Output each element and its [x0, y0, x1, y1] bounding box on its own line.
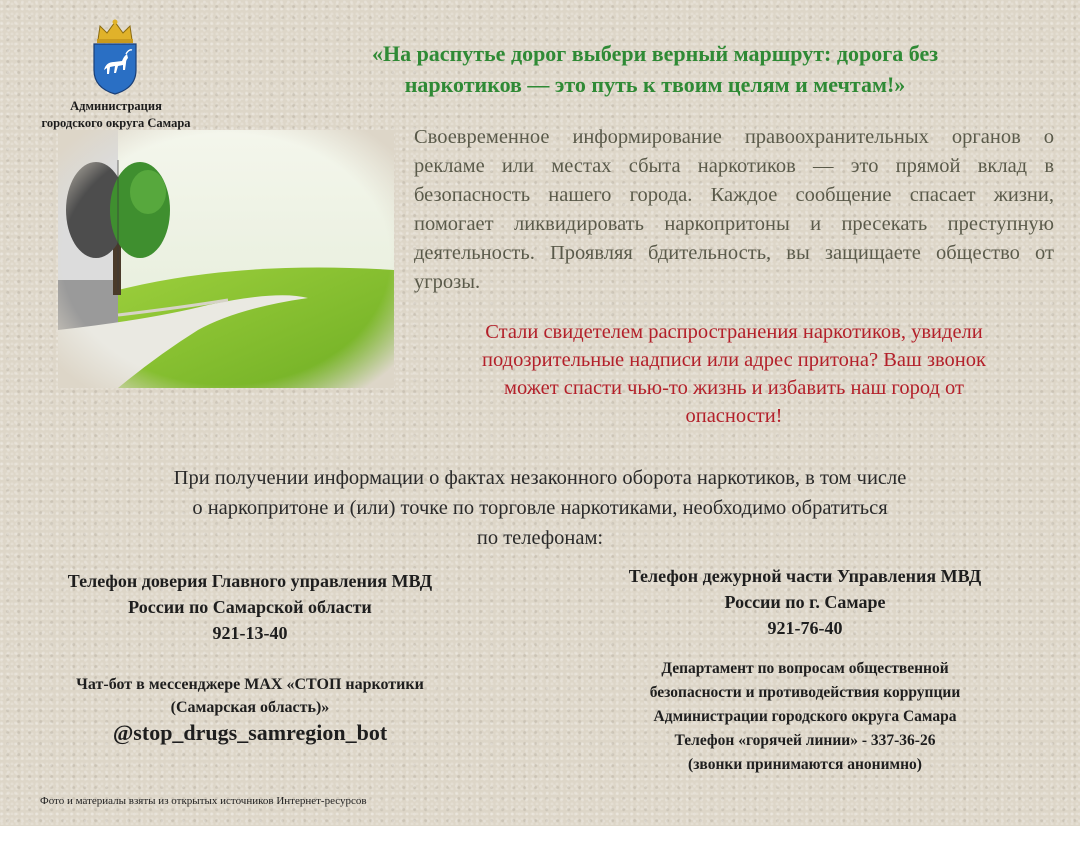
hotline-title: России по Самарской области	[128, 597, 372, 617]
hotline-phone[interactable]: 921-13-40	[212, 623, 288, 643]
mvd-city-duty-phone	[575, 563, 1035, 641]
department-contacts	[575, 657, 1035, 777]
chatbot-line: (Самарская область)»	[170, 699, 330, 716]
alert-paragraph	[414, 318, 1054, 430]
administration-caption	[14, 98, 218, 132]
info-line: При получении информации о фактах незаконного оборота наркотиков, в том числе	[173, 467, 907, 489]
hotline-title: Телефон дежурной части Управления МВД	[628, 566, 982, 586]
department-line: Администрации городского округа Самара	[653, 708, 957, 725]
alert-line: подозрительные надписи или адрес притона? Ваш звонок	[482, 349, 986, 371]
department-line: безопасности и противодействия коррупции	[649, 684, 961, 701]
hotline-phone[interactable]: 921-76-40	[767, 618, 843, 638]
headline-line: наркотиков — это путь к твоим целям и мечтам!»	[404, 72, 906, 97]
chatbot-handle[interactable]: @stop_drugs_samregion_bot	[112, 720, 388, 745]
hotline-title: Телефон доверия Главного управления МВД	[67, 571, 433, 591]
alert-line: Стали свидетелем распространения наркотиков, увидели	[485, 321, 983, 343]
info-line: по телефонам:	[476, 527, 604, 549]
info-line: о наркопритоне и (или) точке по торговле наркотиками, необходимо обратиться	[192, 497, 888, 519]
headline	[300, 38, 1010, 100]
admin-line: городского округа Самара	[41, 116, 191, 130]
headline-line: «На распутье дорог выбери верный маршрут: дорога без	[371, 41, 939, 66]
samara-coat-of-arms-icon	[88, 18, 142, 96]
source-footnote: Фото и материалы взяты из открытых источников Интернет-ресурсов	[40, 795, 367, 807]
alert-line: может спасти чью-то жизнь и избавить наш город от	[504, 377, 964, 399]
mvd-region-hotline	[20, 568, 480, 646]
info-paragraph	[100, 463, 980, 553]
chatbot-line: Чат-бот в мессенджере MAX «СТОП наркотики	[76, 676, 424, 693]
department-line: Департамент по вопросам общественной	[661, 660, 949, 677]
department-line: (звонки принимаются анонимно)	[688, 756, 922, 773]
tree-crossroads-image	[58, 130, 394, 388]
hotline-title: России по г. Самаре	[724, 592, 886, 612]
intro-paragraph: Своевременное информирование правоохранительных органов о рекламе или местах сбыта наркотиков — это прямой вклад в безопасность нашего города. Каждое сообщение спасает жизни, помогает ликвидировать наркопритоны и пресекать преступную деятельность. Проявляя бдительность, вы защищаете общество от угрозы.	[414, 126, 1054, 293]
department-hotline-phone[interactable]: Телефон «горячей линии» - 337-36-26	[674, 732, 936, 749]
admin-line: Администрация	[70, 99, 162, 113]
chatbot-caption	[20, 673, 480, 719]
alert-line: опасности!	[685, 405, 783, 427]
